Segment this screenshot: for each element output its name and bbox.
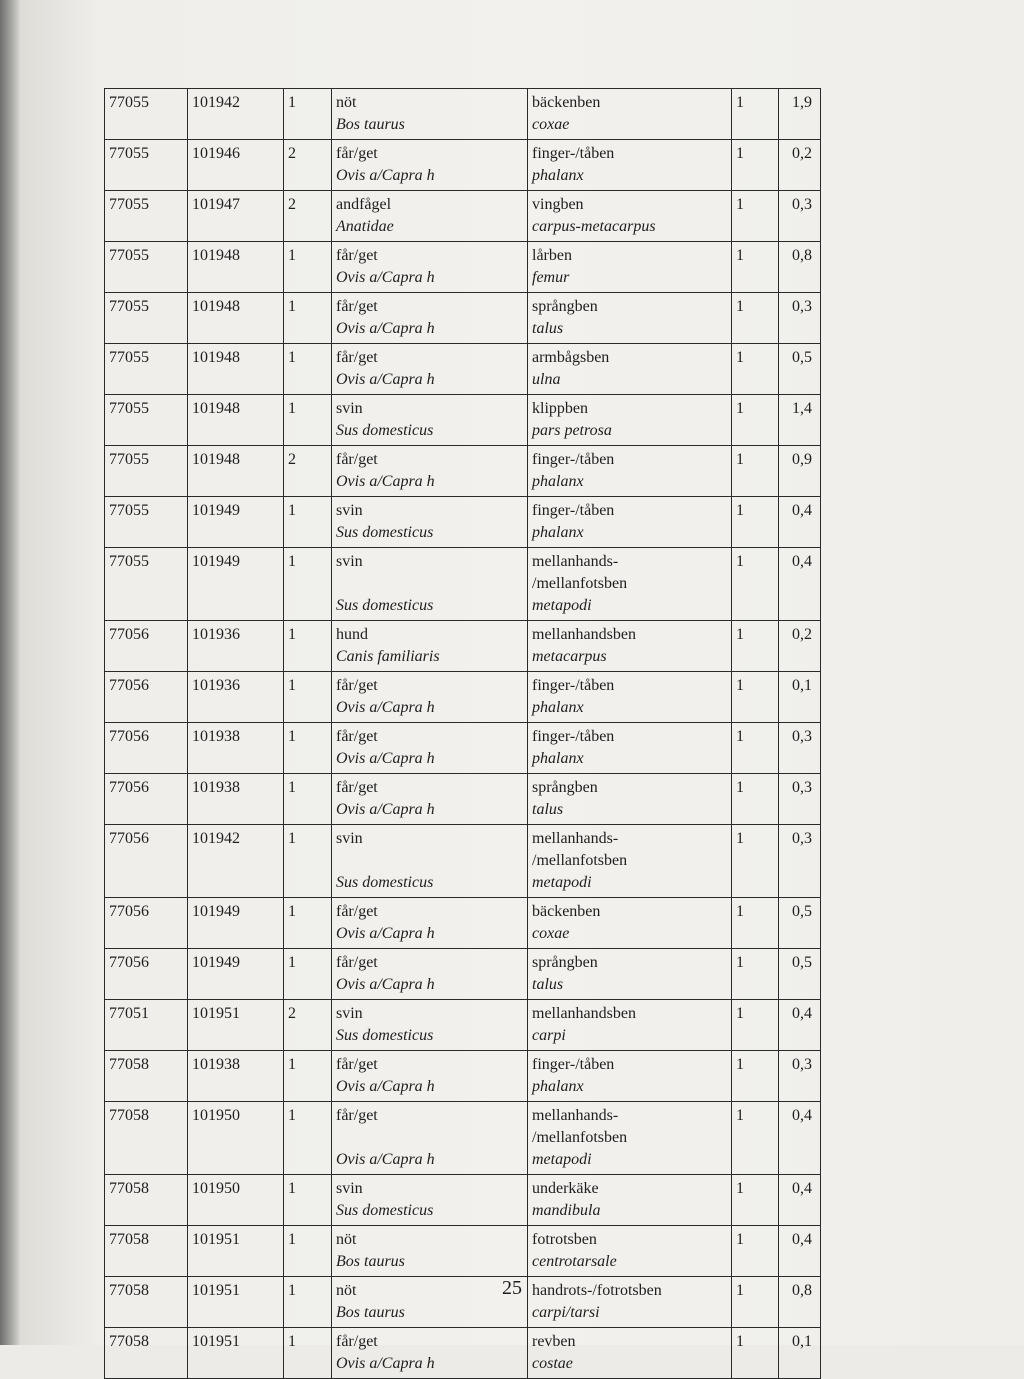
fragment-count-cell: 2 [284, 446, 332, 497]
element-latin-name: carpi [532, 1027, 566, 1044]
page-number: 25 [502, 1277, 522, 1299]
weight-cell: 0,4 [779, 497, 821, 548]
element-latin-name: pars petrosa [532, 422, 612, 439]
find-number-cell: 101951 [188, 1000, 284, 1051]
species-latin-name: Sus domesticus [336, 1027, 434, 1044]
fragment-count-cell: 1 [284, 548, 332, 621]
element-name: armbågsben [532, 349, 610, 366]
species-cell [332, 242, 528, 293]
spacer [336, 573, 524, 595]
element-cell [528, 242, 732, 293]
species-name: svin [336, 1180, 363, 1197]
species-name: hund [336, 626, 368, 643]
species-latin-name: Sus domesticus [336, 1202, 434, 1219]
element-name: underkäke [532, 1180, 599, 1197]
species-cell [332, 1051, 528, 1102]
element-name-continued: /mellanfotsben [532, 1129, 628, 1146]
species-name: andfågel [336, 196, 392, 213]
table-row [105, 1328, 821, 1379]
species-cell [332, 898, 528, 949]
find-number-cell: 101948 [188, 446, 284, 497]
species-cell [332, 140, 528, 191]
find-number-cell: 101948 [188, 293, 284, 344]
element-cell [528, 1175, 732, 1226]
element-latin-name: metapodi [532, 597, 592, 614]
context-number-cell: 77056 [105, 723, 188, 774]
element-name: mellanhandsben [532, 626, 636, 643]
context-number-cell: 77056 [105, 949, 188, 1000]
weight-cell: 0,3 [779, 191, 821, 242]
species-cell [332, 293, 528, 344]
species-name: får/get [336, 954, 378, 971]
weight-cell: 0,5 [779, 898, 821, 949]
species-cell [332, 497, 528, 548]
species-name: får/get [336, 247, 378, 264]
count-cell: 1 [732, 1226, 779, 1277]
species-latin-name: Canis familiaris [336, 648, 440, 665]
context-number-cell: 77055 [105, 191, 188, 242]
table-row [105, 497, 821, 548]
element-cell [528, 774, 732, 825]
count-cell: 1 [732, 1328, 779, 1379]
species-cell [332, 672, 528, 723]
element-cell [528, 89, 732, 140]
species-name: får/get [336, 451, 378, 468]
count-cell: 1 [732, 1051, 779, 1102]
table-row [105, 191, 821, 242]
context-number-cell: 77055 [105, 344, 188, 395]
species-cell [332, 446, 528, 497]
element-latin-name: mandibula [532, 1202, 601, 1219]
table-row [105, 825, 821, 898]
element-latin-name: phalanx [532, 473, 584, 490]
count-cell: 1 [732, 825, 779, 898]
count-cell: 1 [732, 1277, 779, 1328]
element-name: vingben [532, 196, 584, 213]
species-name: får/get [336, 677, 378, 694]
weight-cell: 0,2 [779, 621, 821, 672]
find-number-cell: 101950 [188, 1175, 284, 1226]
element-name: handrots-/fotrotsben [532, 1282, 662, 1299]
fragment-count-cell: 1 [284, 344, 332, 395]
find-number-cell: 101938 [188, 774, 284, 825]
species-name: får/get [336, 903, 378, 920]
find-number-cell: 101949 [188, 497, 284, 548]
element-cell [528, 1328, 732, 1379]
element-latin-name: phalanx [532, 699, 584, 716]
context-number-cell: 77055 [105, 140, 188, 191]
find-number-cell: 101936 [188, 621, 284, 672]
species-latin-name: Ovis a/Capra h [336, 1151, 435, 1168]
context-number-cell: 77055 [105, 89, 188, 140]
element-name: fotrotsben [532, 1231, 597, 1248]
bone-find-table [104, 88, 821, 1379]
count-cell: 1 [732, 395, 779, 446]
table-row [105, 548, 821, 621]
find-number-cell: 101949 [188, 898, 284, 949]
species-name: svin [336, 502, 363, 519]
find-number-cell: 101949 [188, 548, 284, 621]
find-number-cell: 101949 [188, 949, 284, 1000]
element-name: bäckenben [532, 903, 601, 920]
context-number-cell: 77056 [105, 672, 188, 723]
count-cell: 1 [732, 774, 779, 825]
table-row [105, 242, 821, 293]
species-latin-name: Ovis a/Capra h [336, 976, 435, 993]
count-cell: 1 [732, 949, 779, 1000]
spacer [336, 1127, 524, 1149]
species-latin-name: Ovis a/Capra h [336, 473, 435, 490]
element-name-continued: /mellanfotsben [532, 852, 628, 869]
table-row [105, 672, 821, 723]
table-row [105, 774, 821, 825]
species-name: får/get [336, 349, 378, 366]
fragment-count-cell: 1 [284, 497, 332, 548]
context-number-cell: 77056 [105, 774, 188, 825]
element-latin-name: coxae [532, 116, 570, 133]
element-latin-name: carpi/tarsi [532, 1304, 600, 1321]
element-cell [528, 825, 732, 898]
element-cell [528, 497, 732, 548]
element-cell [528, 1102, 732, 1175]
element-latin-name: phalanx [532, 750, 584, 767]
species-name: får/get [336, 145, 378, 162]
species-name: får/get [336, 298, 378, 315]
element-name: finger-/tåben [532, 145, 615, 162]
species-cell [332, 949, 528, 1000]
element-latin-name: costae [532, 1355, 573, 1372]
element-latin-name: centrotarsale [532, 1253, 617, 1270]
fragment-count-cell: 1 [284, 898, 332, 949]
element-name: klippben [532, 400, 588, 417]
table-row [105, 446, 821, 497]
fragment-count-cell: 1 [284, 1175, 332, 1226]
element-name: språngben [532, 298, 598, 315]
find-number-cell: 101946 [188, 140, 284, 191]
element-latin-name: metapodi [532, 874, 592, 891]
weight-cell: 0,3 [779, 293, 821, 344]
table-row [105, 293, 821, 344]
species-cell [332, 1102, 528, 1175]
element-cell [528, 395, 732, 446]
element-latin-name: phalanx [532, 1078, 584, 1095]
element-latin-name: metapodi [532, 1151, 592, 1168]
weight-cell: 0,5 [779, 949, 821, 1000]
element-latin-name: phalanx [532, 167, 584, 184]
element-cell [528, 949, 732, 1000]
species-cell [332, 1328, 528, 1379]
weight-cell: 0,3 [779, 774, 821, 825]
table-row [105, 1102, 821, 1175]
species-latin-name: Sus domesticus [336, 597, 434, 614]
species-latin-name: Ovis a/Capra h [336, 1078, 435, 1095]
fragment-count-cell: 1 [284, 949, 332, 1000]
weight-cell: 0,3 [779, 825, 821, 898]
context-number-cell: 77058 [105, 1175, 188, 1226]
species-cell [332, 774, 528, 825]
count-cell: 1 [732, 242, 779, 293]
element-name: mellanhandsben [532, 1005, 636, 1022]
find-number-cell: 101938 [188, 723, 284, 774]
count-cell: 1 [732, 1102, 779, 1175]
element-name: mellanhands- [532, 553, 619, 570]
species-name: svin [336, 553, 363, 570]
element-latin-name: carpus-metacarpus [532, 218, 656, 235]
species-name: nöt [336, 1231, 357, 1248]
element-cell [528, 672, 732, 723]
species-name: får/get [336, 1333, 378, 1350]
weight-cell: 0,1 [779, 1328, 821, 1379]
element-name: mellanhands- [532, 830, 619, 847]
species-cell [332, 1226, 528, 1277]
species-latin-name: Ovis a/Capra h [336, 1355, 435, 1372]
species-name: får/get [336, 728, 378, 745]
fragment-count-cell: 1 [284, 89, 332, 140]
weight-cell: 0,4 [779, 1175, 821, 1226]
table-row [105, 621, 821, 672]
find-number-cell: 101948 [188, 242, 284, 293]
element-name: finger-/tåben [532, 677, 615, 694]
book-binding-shadow [0, 0, 20, 1345]
context-number-cell: 77055 [105, 293, 188, 344]
find-number-cell: 101947 [188, 191, 284, 242]
element-cell [528, 1051, 732, 1102]
element-name: finger-/tåben [532, 451, 615, 468]
fragment-count-cell: 1 [284, 825, 332, 898]
count-cell: 1 [732, 344, 779, 395]
element-latin-name: phalanx [532, 524, 584, 541]
species-cell [332, 1175, 528, 1226]
fragment-count-cell: 1 [284, 774, 332, 825]
species-latin-name: Ovis a/Capra h [336, 801, 435, 818]
element-name: finger-/tåben [532, 1056, 615, 1073]
species-name: får/get [336, 1107, 378, 1124]
species-latin-name: Ovis a/Capra h [336, 167, 435, 184]
species-cell [332, 548, 528, 621]
spacer [336, 850, 524, 872]
count-cell: 1 [732, 140, 779, 191]
element-cell [528, 446, 732, 497]
element-name-continued: /mellanfotsben [532, 575, 628, 592]
count-cell: 1 [732, 723, 779, 774]
element-latin-name: metacarpus [532, 648, 607, 665]
table-body [105, 89, 821, 1379]
weight-cell: 0,4 [779, 1226, 821, 1277]
species-latin-name: Sus domesticus [336, 422, 434, 439]
fragment-count-cell: 1 [284, 1051, 332, 1102]
count-cell: 1 [732, 672, 779, 723]
find-number-cell: 101951 [188, 1277, 284, 1328]
fragment-count-cell: 1 [284, 621, 332, 672]
species-latin-name: Ovis a/Capra h [336, 269, 435, 286]
context-number-cell: 77055 [105, 395, 188, 446]
element-cell [528, 344, 732, 395]
element-latin-name: talus [532, 320, 564, 337]
species-name: svin [336, 400, 363, 417]
fragment-count-cell: 1 [284, 1226, 332, 1277]
element-name: revben [532, 1333, 576, 1350]
species-cell [332, 621, 528, 672]
find-number-cell: 101936 [188, 672, 284, 723]
find-number-cell: 101942 [188, 825, 284, 898]
element-name: lårben [532, 247, 572, 264]
fragment-count-cell: 1 [284, 723, 332, 774]
fragment-count-cell: 1 [284, 672, 332, 723]
species-cell [332, 191, 528, 242]
element-cell [528, 898, 732, 949]
context-number-cell: 77056 [105, 898, 188, 949]
table-row [105, 395, 821, 446]
weight-cell: 0,3 [779, 1051, 821, 1102]
find-number-cell: 101951 [188, 1226, 284, 1277]
species-latin-name: Bos taurus [336, 116, 405, 133]
context-number-cell: 77058 [105, 1102, 188, 1175]
find-number-cell: 101948 [188, 395, 284, 446]
species-cell [332, 89, 528, 140]
element-cell [528, 140, 732, 191]
count-cell: 1 [732, 621, 779, 672]
context-number-cell: 77056 [105, 621, 188, 672]
element-name: språngben [532, 779, 598, 796]
element-cell [528, 1000, 732, 1051]
element-cell [528, 1226, 732, 1277]
element-latin-name: talus [532, 976, 564, 993]
weight-cell: 0,9 [779, 446, 821, 497]
count-cell: 1 [732, 191, 779, 242]
fragment-count-cell: 1 [284, 395, 332, 446]
count-cell: 1 [732, 293, 779, 344]
element-latin-name: ulna [532, 371, 561, 388]
species-latin-name: Ovis a/Capra h [336, 371, 435, 388]
context-number-cell: 77058 [105, 1226, 188, 1277]
context-number-cell: 77058 [105, 1328, 188, 1379]
species-name: får/get [336, 1056, 378, 1073]
weight-cell: 1,9 [779, 89, 821, 140]
context-number-cell: 77058 [105, 1277, 188, 1328]
count-cell: 1 [732, 548, 779, 621]
element-name: språngben [532, 954, 598, 971]
count-cell: 1 [732, 1175, 779, 1226]
table-row [105, 1226, 821, 1277]
weight-cell: 0,4 [779, 1000, 821, 1051]
find-number-cell: 101951 [188, 1328, 284, 1379]
element-name: bäckenben [532, 94, 601, 111]
species-cell [332, 825, 528, 898]
context-number-cell: 77058 [105, 1051, 188, 1102]
table-row [105, 1051, 821, 1102]
species-latin-name: Ovis a/Capra h [336, 699, 435, 716]
species-latin-name: Ovis a/Capra h [336, 925, 435, 942]
weight-cell: 0,8 [779, 1277, 821, 1328]
species-name: får/get [336, 779, 378, 796]
weight-cell: 0,5 [779, 344, 821, 395]
count-cell: 1 [732, 898, 779, 949]
species-name: nöt [336, 94, 357, 111]
fragment-count-cell: 1 [284, 1328, 332, 1379]
table-row [105, 1000, 821, 1051]
context-number-cell: 77055 [105, 446, 188, 497]
find-number-cell: 101948 [188, 344, 284, 395]
find-number-cell: 101942 [188, 89, 284, 140]
element-cell [528, 621, 732, 672]
find-number-cell: 101950 [188, 1102, 284, 1175]
species-cell [332, 1000, 528, 1051]
table-row [105, 1175, 821, 1226]
weight-cell: 0,8 [779, 242, 821, 293]
table-row [105, 898, 821, 949]
element-name: mellanhands- [532, 1107, 619, 1124]
count-cell: 1 [732, 497, 779, 548]
species-latin-name: Sus domesticus [336, 524, 434, 541]
species-latin-name: Ovis a/Capra h [336, 750, 435, 767]
context-number-cell: 77056 [105, 825, 188, 898]
species-latin-name: Ovis a/Capra h [336, 320, 435, 337]
context-number-cell: 77055 [105, 497, 188, 548]
species-name: svin [336, 1005, 363, 1022]
element-cell [528, 548, 732, 621]
element-name: finger-/tåben [532, 728, 615, 745]
table-row [105, 140, 821, 191]
species-latin-name: Sus domesticus [336, 874, 434, 891]
fragment-count-cell: 1 [284, 242, 332, 293]
count-cell: 1 [732, 89, 779, 140]
species-name: nöt [336, 1282, 357, 1299]
table-row [105, 89, 821, 140]
species-latin-name: Bos taurus [336, 1304, 405, 1321]
table-row [105, 949, 821, 1000]
count-cell: 1 [732, 1000, 779, 1051]
fragment-count-cell: 1 [284, 293, 332, 344]
species-cell [332, 395, 528, 446]
species-cell [332, 723, 528, 774]
element-cell [528, 191, 732, 242]
count-cell: 1 [732, 446, 779, 497]
find-number-cell: 101938 [188, 1051, 284, 1102]
species-cell [332, 344, 528, 395]
weight-cell: 0,2 [779, 140, 821, 191]
element-cell [528, 723, 732, 774]
fragment-count-cell: 2 [284, 1000, 332, 1051]
weight-cell: 0,4 [779, 1102, 821, 1175]
table-row [105, 723, 821, 774]
element-latin-name: talus [532, 801, 564, 818]
fragment-count-cell: 1 [284, 1102, 332, 1175]
context-number-cell: 77055 [105, 548, 188, 621]
context-number-cell: 77055 [105, 242, 188, 293]
fragment-count-cell: 2 [284, 140, 332, 191]
species-latin-name: Bos taurus [336, 1253, 405, 1270]
table-row [105, 344, 821, 395]
fragment-count-cell: 2 [284, 191, 332, 242]
element-latin-name: femur [532, 269, 570, 286]
element-cell [528, 293, 732, 344]
element-name: finger-/tåben [532, 502, 615, 519]
weight-cell: 0,4 [779, 548, 821, 621]
fragment-count-cell: 1 [284, 1277, 332, 1328]
species-name: svin [336, 830, 363, 847]
context-number-cell: 77051 [105, 1000, 188, 1051]
weight-cell: 1,4 [779, 395, 821, 446]
weight-cell: 0,3 [779, 723, 821, 774]
element-latin-name: coxae [532, 925, 570, 942]
weight-cell: 0,1 [779, 672, 821, 723]
species-latin-name: Anatidae [336, 218, 394, 235]
